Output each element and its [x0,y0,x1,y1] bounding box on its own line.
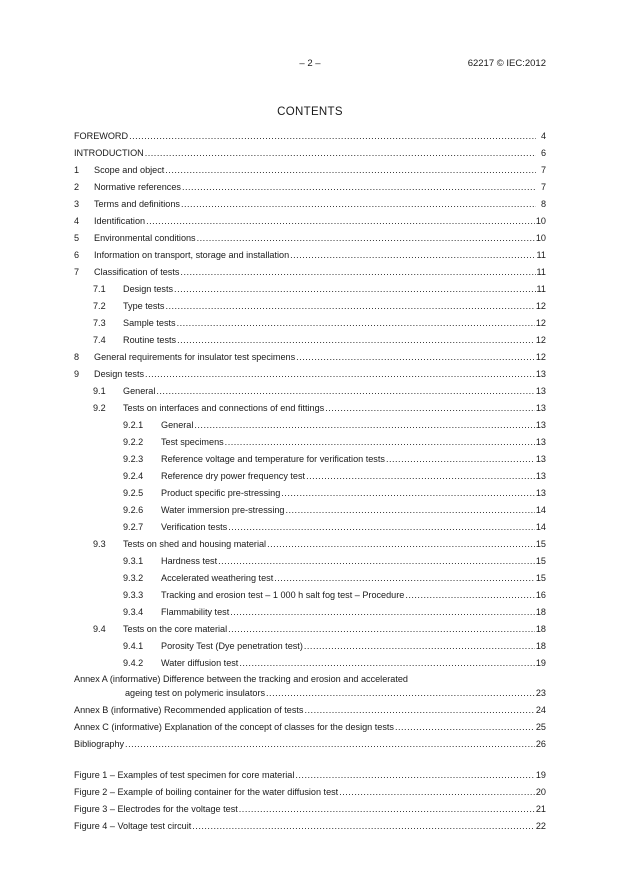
toc-label: Bibliography [74,739,125,749]
toc-page: 13 [535,420,546,430]
toc-entry-9-4-1[interactable] [74,638,546,655]
leader-dots [239,655,535,672]
leader-dots [386,451,535,468]
toc-entry-9-2-1[interactable] [74,417,546,434]
toc-page: 14 [535,505,546,515]
toc-entry-4[interactable] [74,213,546,230]
leader-dots [230,604,535,621]
toc-page: 26 [535,739,546,749]
toc-page: 15 [535,539,546,549]
toc-entry-5[interactable] [74,230,546,247]
toc-label: Figure 2 – Example of boiling container for the water diffusion test [74,787,339,797]
toc-number: 8 [74,352,80,362]
leader-dots [228,519,535,536]
toc-entry-9-4-2[interactable] [74,655,546,672]
toc-number: 9.3.4 [123,607,144,617]
toc-number: 9.2 [93,403,106,413]
toc-page: 23 [535,688,546,698]
toc-label: INTRODUCTION [74,148,144,158]
toc-page: 21 [535,804,546,814]
toc-label: Annex A (informative) Difference between the tracking and erosion and accelerated [74,674,408,684]
leader-dots [267,536,535,553]
leader-dots [197,230,535,247]
leader-dots [165,298,534,315]
toc-entry-7-4[interactable] [74,332,546,349]
toc-entry-figure-4[interactable] [74,818,546,835]
toc-label: Sample tests [123,318,176,328]
toc-entry-9-2-7[interactable] [74,519,546,536]
toc-entry-figure-1[interactable] [74,767,546,784]
leader-dots [339,784,535,801]
toc-label: Tests on shed and housing material [123,539,267,549]
toc-entry-9[interactable] [74,366,546,383]
toc-page: 16 [535,590,546,600]
toc-number: 9.3 [93,539,106,549]
toc-entry-1[interactable] [74,162,546,179]
table-of-contents [74,128,546,835]
toc-number: 9.2.6 [123,505,144,515]
toc-entry-9-2-6[interactable] [74,502,546,519]
toc-number: 9.3.1 [123,556,144,566]
toc-number: 3 [74,199,80,209]
toc-page: 10 [535,233,546,243]
toc-label: Tracking and erosion test – 1 000 h salt fog test – Procedure [161,590,405,600]
toc-label: Tests on interfaces and connections of end fittings [123,403,325,413]
toc-label: Product specific pre-stressing [161,488,281,498]
toc-label: Figure 4 – Voltage test circuit [74,821,192,831]
toc-page: 15 [535,556,546,566]
toc-label: Tests on the core material [123,624,228,634]
leader-dots [395,719,535,736]
toc-number: 9.3.3 [123,590,144,600]
leader-dots [281,485,535,502]
toc-page: 11 [536,267,546,277]
document-reference: 62217 © IEC:2012 [467,58,546,69]
leader-dots [218,553,535,570]
toc-label: Figure 1 – Examples of test specimen for core material [74,770,295,780]
toc-page: 18 [535,641,546,651]
leader-dots [165,162,536,179]
toc-label: Design tests [123,284,174,294]
toc-page: 19 [535,770,546,780]
toc-number: 9.2.1 [123,420,144,430]
toc-number: 9.1 [93,386,106,396]
toc-number: 9.2.2 [123,437,144,447]
toc-entry-9-2[interactable] [74,400,546,417]
toc-number: 9.4.2 [123,658,144,668]
toc-entry-7-2[interactable] [74,298,546,315]
leader-dots [290,247,535,264]
toc-label: Information on transport, storage and installation [94,250,290,260]
toc-entry-9-2-2[interactable] [74,434,546,451]
toc-number: 4 [74,216,80,226]
leader-dots [181,196,536,213]
toc-page: 13 [535,369,546,379]
toc-page: 10 [535,216,546,226]
contents-title: CONTENTS [277,106,343,118]
toc-label: Annex C (informative) Explanation of the concept of classes for the design tests [74,722,394,732]
toc-label: General [161,420,194,430]
toc-entry-9-2-5[interactable] [74,485,546,502]
toc-page: 12 [535,301,546,311]
toc-number: 2 [74,182,80,192]
page-header [74,58,546,72]
toc-number: 9.4.1 [123,641,144,651]
toc-label: Normative references [94,182,181,192]
leader-dots [192,818,535,835]
toc-page: 12 [535,352,546,362]
toc-number: 7.3 [93,318,106,328]
toc-label: Environmental conditions [94,233,196,243]
leader-dots [194,417,535,434]
toc-entry-annex-c[interactable] [74,719,546,736]
leader-dots [304,702,534,719]
toc-entry-7-3[interactable] [74,315,546,332]
toc-number: 6 [74,250,80,260]
toc-entry-annex-b[interactable] [74,702,546,719]
toc-entry-6[interactable] [74,247,546,264]
toc-label: Identification [94,216,146,226]
toc-label: Accelerated weathering test [161,573,274,583]
leader-dots [129,128,536,145]
toc-label: FOREWORD [74,131,129,141]
toc-page: 11 [536,284,546,294]
toc-page: 7 [540,165,546,175]
toc-label: Reference voltage and temperature for verification tests [161,454,385,464]
leader-dots [228,621,535,638]
toc-page: 13 [535,454,546,464]
leader-dots [174,281,536,298]
leader-dots [182,179,536,196]
toc-page: 13 [535,403,546,413]
toc-entry-7[interactable] [74,264,546,281]
toc-number: 9.4 [93,624,106,634]
leader-dots [295,767,535,784]
toc-entry-2[interactable] [74,179,546,196]
toc-number: 1 [74,165,80,175]
leader-dots [274,570,535,587]
toc-label: Design tests [94,369,145,379]
toc-page: 22 [535,821,546,831]
toc-entry-bibliography[interactable] [74,736,546,753]
toc-label: Terms and definitions [94,199,180,209]
toc-entry-9-3-2[interactable] [74,570,546,587]
leader-dots [296,349,535,366]
toc-label: General requirements for insulator test specimens [94,352,296,362]
toc-entry-9-3-3[interactable] [74,587,546,604]
toc-label-continuation [74,685,546,702]
toc-number: 9.2.3 [123,454,144,464]
toc-page: 13 [535,437,546,447]
toc-entry-figure-3[interactable] [74,801,546,818]
toc-entry-9-3-1[interactable] [74,553,546,570]
toc-number: 7.4 [93,335,106,345]
toc-entry-introduction[interactable] [74,145,546,162]
toc-page: 13 [535,488,546,498]
toc-page: 11 [536,250,546,260]
toc-entry-figure-2[interactable] [74,784,546,801]
toc-label: Hardness test [161,556,218,566]
toc-page: 18 [535,624,546,634]
toc-entry-annex-a[interactable] [74,672,546,702]
toc-entry-8[interactable] [74,349,546,366]
toc-label: Figure 3 – Electrodes for the voltage test [74,804,238,814]
toc-entry-9-2-4[interactable] [74,468,546,485]
toc-label: Type tests [123,301,165,311]
toc-number: 9.2.5 [123,488,144,498]
leader-dots [145,366,535,383]
toc-number: 9.2.4 [123,471,144,481]
toc-page: 19 [535,658,546,668]
leader-dots [325,400,535,417]
toc-page: 8 [540,199,546,209]
toc-page: 4 [540,131,546,141]
toc-number: 7.1 [93,284,106,294]
leader-dots [285,502,534,519]
toc-page: 13 [535,471,546,481]
toc-page: 20 [535,787,546,797]
leader-dots [125,736,535,753]
leader-dots [239,801,535,818]
toc-label: Verification tests [161,522,228,532]
toc-label: Water immersion pre-stressing [161,505,285,515]
leader-dots [145,145,536,162]
toc-entry-9-4[interactable] [74,621,546,638]
leader-dots [405,587,535,604]
toc-page: 12 [535,318,546,328]
toc-page: 18 [535,607,546,617]
toc-label: Porosity Test (Dye penetration test) [161,641,303,651]
toc-entry-7-1[interactable] [74,281,546,298]
leader-dots [266,685,535,702]
toc-entry-9-3[interactable] [74,536,546,553]
toc-label: Annex B (informative) Recommended application of tests [74,705,304,715]
leader-dots [156,383,535,400]
toc-number: 9 [74,369,80,379]
leader-dots [180,264,535,281]
toc-label: Water diffusion test [161,658,239,668]
leader-dots [177,332,535,349]
toc-number: 7 [74,267,80,277]
toc-entry-3[interactable] [74,196,546,213]
toc-page: 25 [535,722,546,732]
toc-entry-foreword[interactable] [74,128,546,145]
toc-page: 12 [535,335,546,345]
leader-dots [177,315,535,332]
toc-page: 6 [540,148,546,158]
leader-dots [146,213,535,230]
leader-dots [225,434,535,451]
toc-label: ageing test on polymeric insulators [125,688,266,698]
toc-label: Reference dry power frequency test [161,471,306,481]
toc-label: Routine tests [123,335,177,345]
page-number: – 2 – [299,58,321,69]
toc-label: Test specimens [161,437,224,447]
toc-number: 7.2 [93,301,106,311]
leader-dots [304,638,535,655]
leader-dots [306,468,535,485]
toc-entry-9-2-3[interactable] [74,451,546,468]
toc-label: Flammability test [161,607,230,617]
toc-label: Classification of tests [94,267,180,277]
toc-entry-9-1[interactable] [74,383,546,400]
toc-page: 7 [540,182,546,192]
toc-label: Scope and object [94,165,165,175]
toc-number: 9.3.2 [123,573,144,583]
toc-entry-9-3-4[interactable] [74,604,546,621]
toc-page: 24 [535,705,546,715]
toc-label: General [123,386,156,396]
toc-page: 13 [535,386,546,396]
toc-number: 9.2.7 [123,522,144,532]
toc-page: 15 [535,573,546,583]
toc-number: 5 [74,233,80,243]
toc-page: 14 [535,522,546,532]
